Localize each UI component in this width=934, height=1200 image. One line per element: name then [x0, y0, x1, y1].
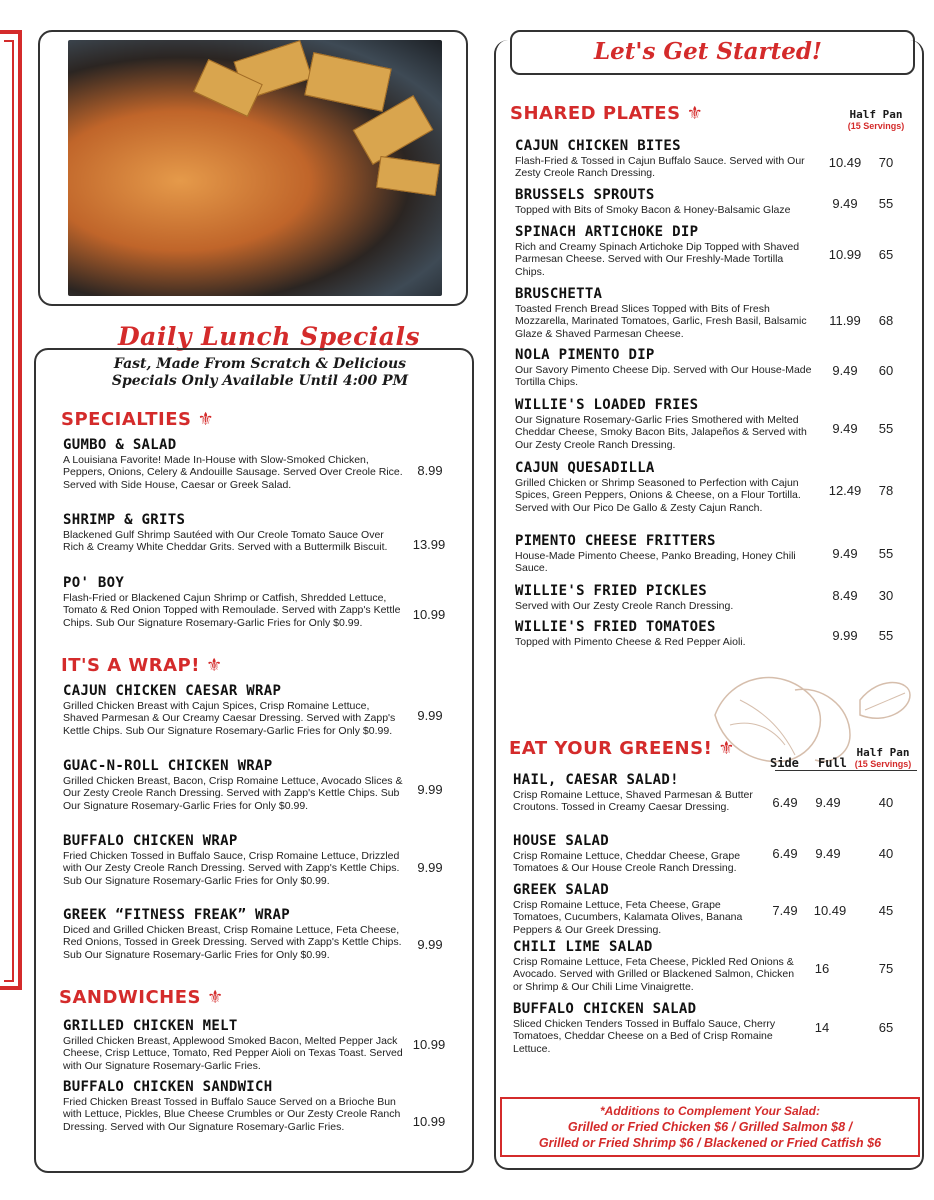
- item-pan-price: 75: [878, 961, 894, 976]
- item-price: 10.49: [828, 155, 862, 170]
- item-name: BRUSCHETTA: [515, 286, 603, 302]
- item-name: GUMBO & SALAD: [63, 437, 177, 453]
- menu-item: [515, 397, 815, 451]
- menu-item: [515, 460, 815, 514]
- item-price: 9.99: [417, 937, 443, 952]
- menu-item: [63, 1079, 403, 1133]
- item-name: SPINACH ARTICHOKE DIP: [515, 224, 699, 240]
- item-desc: Our Signature Rosemary-Garlic Fries Smothered with Melted Cheddar Cheese, Smoky Bacon Bits, Jalapeños & Served with Our Zesty Creole Ranch Dressing.: [515, 414, 807, 451]
- item-pan-price: 45: [878, 903, 894, 918]
- daily-subtitle-line2: Specials Only Available Until 4:00 PM: [111, 373, 409, 389]
- item-desc: Crisp Romaine Lettuce, Shaved Parmesan & Butter Croutons. Tossed in Creamy Caesar Dressing.: [513, 789, 753, 814]
- item-desc: Sliced Chicken Tenders Tossed in Buffalo Sauce, Cherry Tomatoes, Cheddar Cheese on a Bed of Crisp Romaine Lettuce.: [513, 1018, 776, 1055]
- item-price: 9.99: [417, 782, 443, 797]
- red-page-border: [0, 30, 22, 990]
- item-pan-price: 68: [878, 313, 894, 328]
- item-price: 8.49: [832, 588, 858, 603]
- menu-item: [63, 1018, 403, 1072]
- item-name: BUFFALO CHICKEN WRAP: [63, 833, 238, 849]
- item-price: 9.49: [832, 546, 858, 561]
- daily-subtitle-line1: Fast, Made From Scratch & Delicious: [113, 356, 407, 372]
- item-price: 10.99: [412, 1037, 446, 1052]
- item-pan-price: 55: [878, 196, 894, 211]
- item-pan-price: 30: [878, 588, 894, 603]
- daily-lunch-title: Daily Lunch Specials: [118, 322, 421, 351]
- item-name: CAJUN CHICKEN BITES: [515, 138, 681, 154]
- item-name: GRILLED CHICKEN MELT: [63, 1018, 238, 1034]
- item-full-price: 10.49: [813, 903, 847, 918]
- greens-title-text: EAT YOUR GREENS!: [509, 738, 713, 759]
- menu-item: [63, 683, 403, 737]
- fleur-de-lis-icon: ⚜: [197, 409, 215, 430]
- item-name: CAJUN CHICKEN CAESAR WRAP: [63, 683, 282, 699]
- item-desc: Grilled Chicken Breast, Applewood Smoked Bacon, Melted Pepper Jack Cheese, Crisp Lettuce, Tomato, Red Pepper Aioli on Texas Toast. Served with Our Signature Rosemary-Garlic Fries.: [63, 1035, 403, 1072]
- item-name: CAJUN QUESADILLA: [515, 460, 655, 476]
- item-desc: Flash-Fried or Blackened Cajun Shrimp or Catfish, Shredded Lettuce, Tomato & Red Onion Topped with Remoulade. Served with Zapp's Kettle Chips. Sub Our Signature Rosemary-Garlic Fries for Only $0.99.: [63, 592, 401, 629]
- item-desc: Our Savory Pimento Cheese Dip. Served with Our House-Made Tortilla Chips.: [515, 364, 812, 389]
- menu-item: [515, 138, 815, 180]
- fleur-de-lis-icon: ⚜: [718, 738, 735, 759]
- menu-item: [513, 882, 765, 936]
- item-desc: Crisp Romaine Lettuce, Feta Cheese, Pickled Red Onions & Avocado. Served with Grilled or Blackened Salmon, Chicken or Shrimp & Our Chili Lime Vinaigrette.: [513, 956, 795, 993]
- item-name: SHRIMP & GRITS: [63, 512, 186, 528]
- item-price: 9.49: [832, 363, 858, 378]
- item-name: WILLIE'S LOADED FRIES: [515, 397, 699, 413]
- item-price: 10.99: [412, 607, 446, 622]
- menu-item: [515, 187, 815, 216]
- item-pan-price: 65: [878, 1020, 894, 1035]
- additions-line2: Grilled or Fried Shrimp $6 / Blackened or Fried Catfish $6: [538, 1136, 882, 1150]
- col-side-header: Side: [770, 756, 799, 770]
- menu-item: [515, 583, 815, 612]
- item-desc: House-Made Pimento Cheese, Panko Breading, Honey Chili Sauce.: [515, 550, 796, 575]
- item-desc: Toasted French Bread Slices Topped with Bits of Fresh Mozzarella, Marinated Tomatoes, Garlic, Fresh Basil, Balsamic Glaze & Shaved Parmesan Cheese.: [515, 303, 807, 340]
- item-side-price: 7.49: [772, 903, 798, 918]
- menu-item: [513, 1001, 803, 1055]
- item-price: 11.99: [829, 313, 861, 328]
- item-name: WILLIE'S FRIED TOMATOES: [515, 619, 716, 635]
- item-desc: Diced and Grilled Chicken Breast, Crisp Romaine Lettuce, Feta Cheese, Red Onions, Tossed in Greek Dressing. Served with Zapp's Kettle Chips. Sub Our Signature Rosemary-Garlic Fries for Only $0.99.: [63, 924, 402, 961]
- section-wraps-title: [61, 655, 223, 676]
- item-name: GREEK “FITNESS FREAK” WRAP: [63, 907, 290, 923]
- item-full-price: 16: [814, 961, 830, 976]
- col-full-header: Full: [818, 756, 847, 770]
- item-side-price: 6.49: [772, 795, 798, 810]
- item-desc: Flash-Fried & Tossed in Cajun Buffalo Sauce. Served with Our Zesty Creole Ranch Dressing.: [515, 155, 805, 180]
- item-price: 8.99: [417, 463, 443, 478]
- item-price: 9.99: [417, 708, 443, 723]
- menu-item: [515, 347, 815, 389]
- menu-item: [63, 758, 403, 812]
- section-sandwiches-title: [59, 987, 224, 1008]
- menu-item: [515, 619, 815, 648]
- item-full-price: 9.49: [815, 795, 841, 810]
- item-price: 13.99: [412, 537, 446, 552]
- additions-line1: Grilled or Fried Chicken $6 / Grilled Salmon $8 /: [567, 1120, 853, 1134]
- item-price: 10.99: [412, 1114, 446, 1129]
- half-pan-label: Half Pan: [849, 108, 903, 121]
- item-name: GREEK SALAD: [513, 882, 610, 898]
- item-pan-price: 78: [878, 483, 894, 498]
- item-side-price: 6.49: [772, 846, 798, 861]
- item-name: NOLA PIMENTO DIP: [515, 347, 655, 363]
- menu-item: [63, 512, 403, 554]
- half-pan-header: [838, 108, 914, 131]
- item-desc: Grilled Chicken or Shrimp Seasoned to Perfection with Cajun Spices, Green Peppers, Onions & Cheese, on a Flour Tortilla. Served with Our Pico De Gallo & Zesty Cajun Ranch.: [515, 477, 801, 514]
- item-name: BRUSSELS SPROUTS: [515, 187, 655, 203]
- menu-item: [513, 772, 765, 814]
- item-pan-price: 55: [878, 628, 894, 643]
- item-desc: Grilled Chicken Breast, Bacon, Crisp Romaine Lettuce, Avocado Slices & Our Zesty Creole Ranch Dressing. Served with Zapp's Kettle Chips. Sub Our Signature Rosemary-Garlic Fries for Only $0.99.: [63, 775, 403, 812]
- item-desc: Fried Chicken Tossed in Buffalo Sauce, Crisp Romaine Lettuce, Drizzled with Our Zesty Creole Ranch Dressing. Served with Zapp's Kettle Chips. Sub Our Signature Rosemary-Garlic Fries for Only $0.99.: [63, 850, 400, 887]
- item-price: 12.49: [828, 483, 862, 498]
- item-name: PO' BOY: [63, 575, 125, 591]
- fleur-de-lis-icon: ⚜: [205, 655, 223, 676]
- item-pan-price: 40: [878, 795, 894, 810]
- item-full-price: 9.49: [815, 846, 841, 861]
- started-title: Let's Get Started!: [594, 38, 823, 65]
- item-price: 9.49: [832, 421, 858, 436]
- item-desc: Served with Our Zesty Creole Ranch Dressing.: [515, 600, 734, 612]
- specialties-title-text: SPECIALTIES: [61, 409, 192, 430]
- salad-additions-box: [500, 1097, 920, 1157]
- item-name: BUFFALO CHICKEN SALAD: [513, 1001, 697, 1017]
- menu-item: [63, 833, 403, 887]
- item-desc: A Louisiana Favorite! Made In-House with Slow-Smoked Chicken, Peppers, Onions, Celery & Andouille Sausage. Served Over Creole Rice. Served with Side House, Caesar or Greek Salad.: [63, 454, 403, 491]
- item-pan-price: 65: [878, 247, 894, 262]
- shared-title-text: SHARED PLATES: [510, 103, 681, 124]
- menu-item: [515, 533, 815, 575]
- item-desc: Crisp Romaine Lettuce, Cheddar Cheese, Grape Tomatoes & Our House Creole Ranch Dressing.: [513, 850, 741, 875]
- item-name: CHILI LIME SALAD: [513, 939, 653, 955]
- item-pan-price: 60: [878, 363, 894, 378]
- item-price: 10.99: [828, 247, 862, 262]
- item-full-price: 14: [814, 1020, 830, 1035]
- item-pan-price: 70: [878, 155, 894, 170]
- item-name: PIMENTO CHEESE FRITTERS: [515, 533, 716, 549]
- menu-item: [513, 939, 803, 993]
- section-specialties-title: [61, 409, 214, 430]
- spinach-dip-photo: [68, 40, 442, 296]
- item-pan-price: 40: [878, 846, 894, 861]
- item-desc: Topped with Pimento Cheese & Red Pepper Aioli.: [515, 636, 746, 648]
- item-desc: Rich and Creamy Spinach Artichoke Dip Topped with Shaved Parmesan Cheese. Served with Our Freshly-Made Tortilla Chips.: [515, 241, 800, 278]
- item-name: HOUSE SALAD: [513, 833, 610, 849]
- item-desc: Fried Chicken Breast Tossed in Buffalo Sauce Served on a Brioche Bun with Lettuce, Pickles, Blue Cheese Crumbles or Our Zesty Creole Ranch Dressing. Served with Our Signature Rosemary-Garlic Fries.: [63, 1096, 401, 1133]
- item-price: 9.49: [832, 196, 858, 211]
- half-pan-label: Half Pan: [856, 746, 910, 759]
- item-desc: Grilled Chicken Breast with Cajun Spices, Crisp Romaine Lettuce, Shaved Parmesan & Our Creamy Caesar Dressing. Served with Zapp's Kettle Chips. Sub Our Signature Rosemary-Garlic Fries for Only $0.99.: [63, 700, 396, 737]
- wraps-title-text: IT'S A WRAP!: [61, 655, 200, 676]
- menu-item: [515, 224, 815, 278]
- greens-header-rule: [775, 770, 917, 771]
- item-pan-price: 55: [878, 421, 894, 436]
- fleur-de-lis-icon: ⚜: [686, 103, 704, 124]
- menu-item: [63, 437, 403, 491]
- section-shared-plates-title: [510, 103, 703, 124]
- menu-item: [63, 907, 403, 961]
- menu-item: [515, 286, 815, 340]
- sandwiches-title-text: SANDWICHES: [59, 987, 201, 1008]
- item-price: 9.99: [832, 628, 858, 643]
- item-desc: Crisp Romaine Lettuce, Feta Cheese, Grape Tomatoes, Cucumbers, Kalamata Olives, Banana Peppers & Our Greek Dressing.: [513, 899, 743, 936]
- fleur-de-lis-icon: ⚜: [207, 987, 224, 1008]
- item-name: BUFFALO CHICKEN SANDWICH: [63, 1079, 273, 1095]
- servings-label: (15 Servings): [847, 121, 905, 131]
- item-pan-price: 55: [878, 546, 894, 561]
- item-name: HAIL, CAESAR SALAD!: [513, 772, 679, 788]
- menu-item: [63, 575, 403, 629]
- menu-item: [513, 833, 765, 875]
- greens-half-pan-header: [843, 746, 923, 769]
- section-greens-title: [509, 738, 735, 759]
- daily-lunch-subtitle: [70, 356, 450, 390]
- item-price: 9.99: [417, 860, 443, 875]
- item-name: WILLIE'S FRIED PICKLES: [515, 583, 708, 599]
- item-name: GUAC-N-ROLL CHICKEN WRAP: [63, 758, 273, 774]
- additions-title: *Additions to Complement Your Salad:: [599, 1104, 820, 1118]
- item-desc: Blackened Gulf Shrimp Sautéed with Our Creole Tomato Sauce Over Rich & Creamy White Cheddar Grits. Served with a Buttermilk Biscuit.: [63, 529, 388, 554]
- servings-label: (15 Servings): [854, 759, 912, 769]
- item-desc: Topped with Bits of Smoky Bacon & Honey-Balsamic Glaze: [515, 204, 791, 216]
